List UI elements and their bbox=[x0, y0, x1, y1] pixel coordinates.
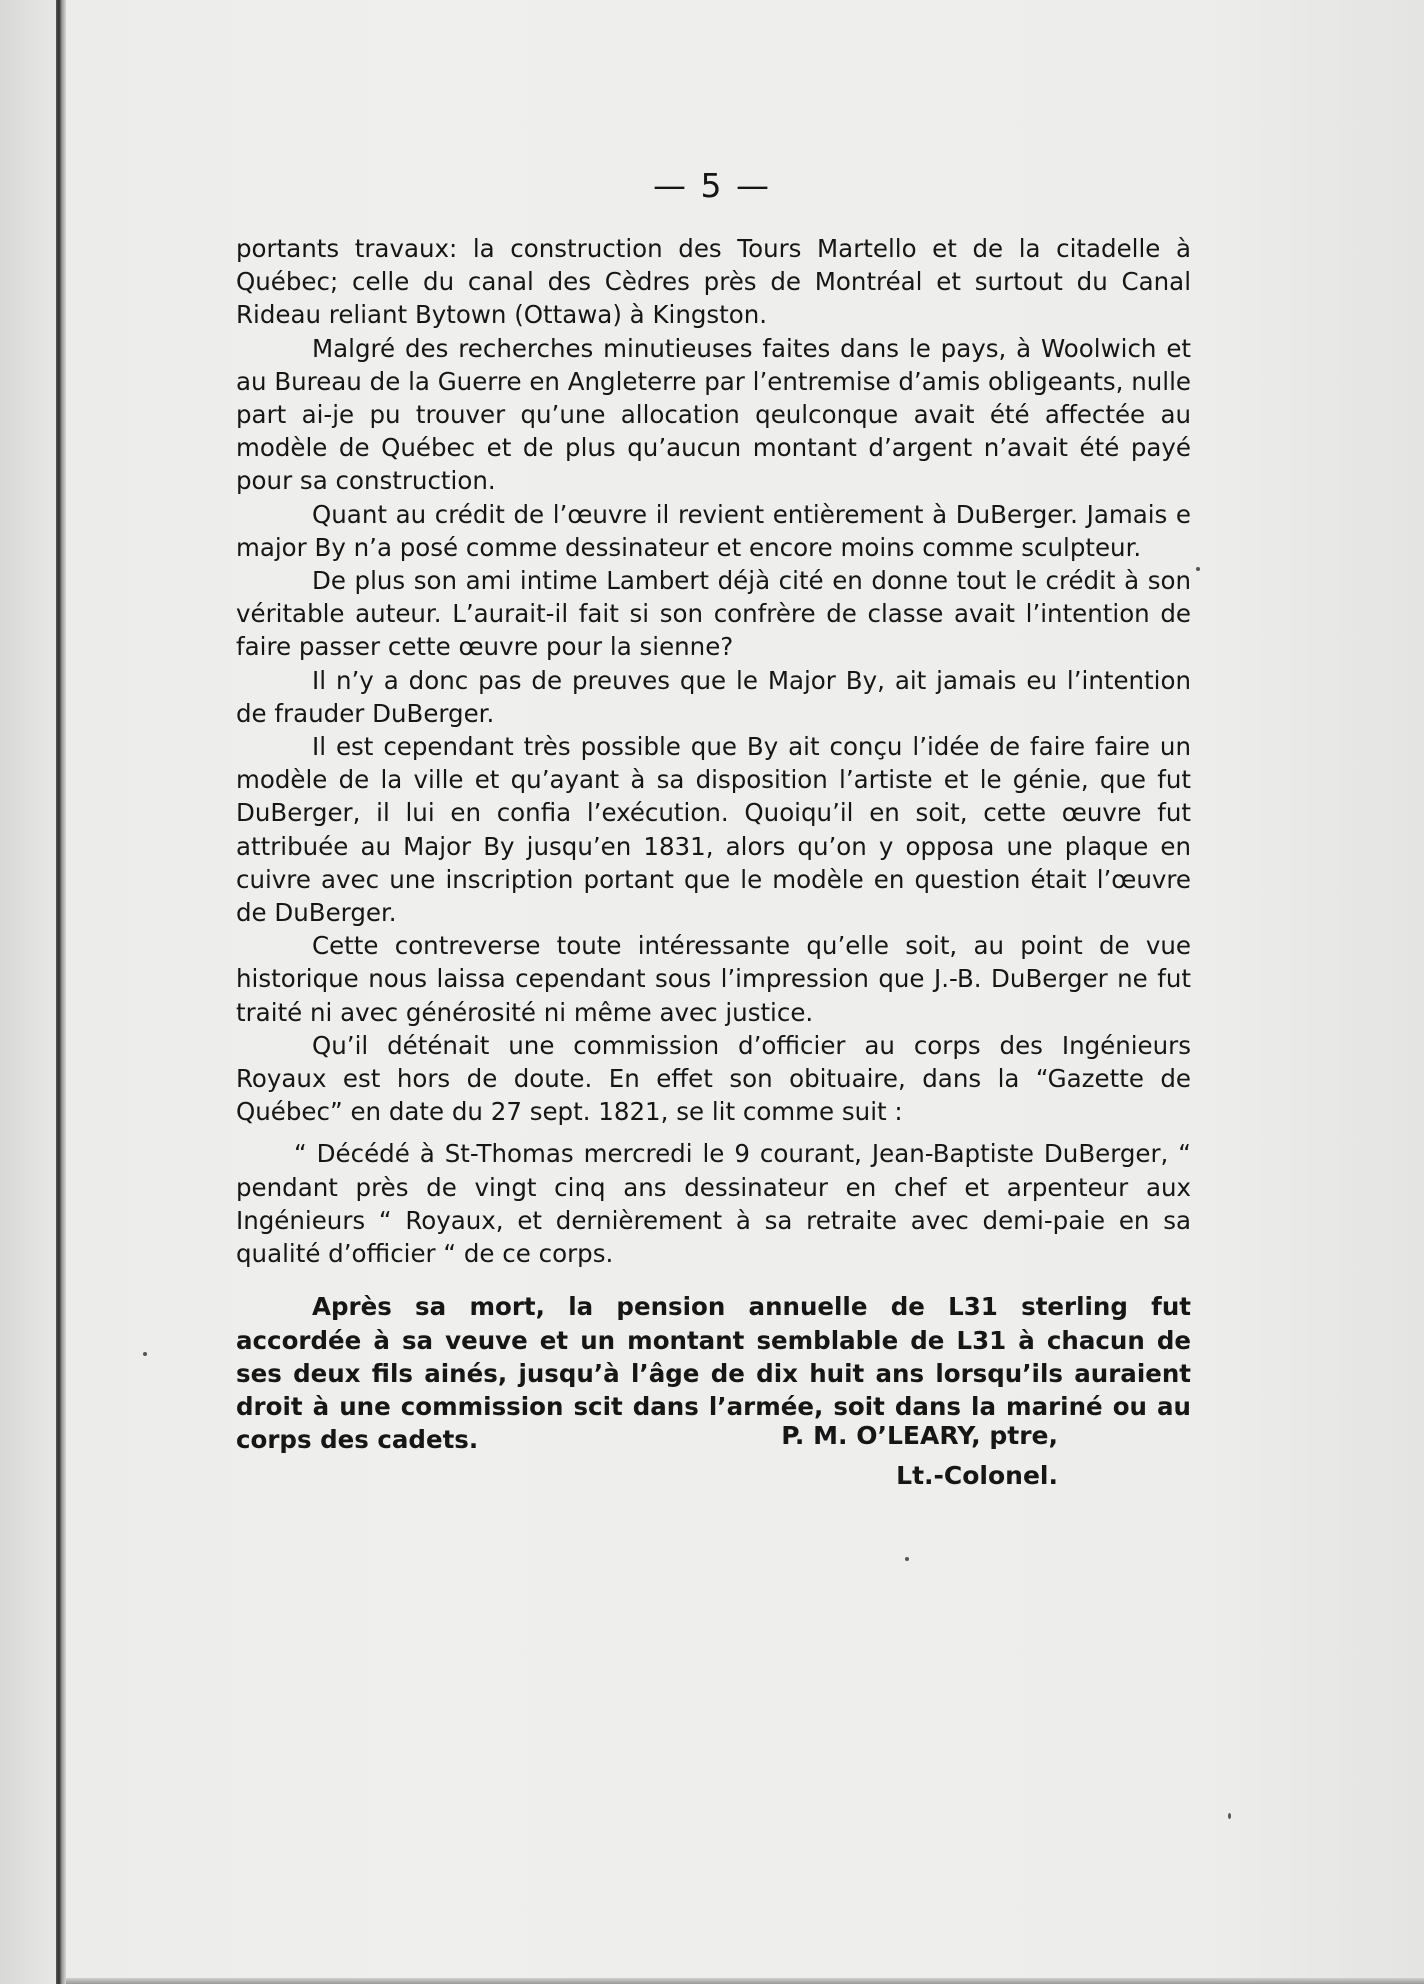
paragraph-4: De plus son ami intime Lambert déjà cité en donne tout le crédit à son véritable auteur. L’aurait-il fait si son confrère de classe avait l’intention de faire passer cette œuvre pour la sienne? bbox=[236, 566, 1191, 662]
obituary-quote: “ Décédé à St-Thomas mercredi le 9 courant, Jean-Baptiste DuBerger, “ pendant près de vingt cinq ans dessinateur en chef et arpenteur aux Ingénieurs “ Royaux, et dernièrement à sa retraite avec demi-paie en sa qualité d’officier “ de ce corps. bbox=[236, 1139, 1191, 1269]
body-text bbox=[236, 232, 1191, 1456]
paper-speck bbox=[143, 1352, 147, 1356]
paper-speck bbox=[1228, 1813, 1231, 1819]
paragraph-8: Qu’il déténait une commission d’officier au corps des Ingénieurs Royaux est hors de doute. En effet son obituaire, dans la “Gazette de Québec” en date du 27 sept. 1821, se lit comme suit : bbox=[236, 1030, 1191, 1127]
binding-edge bbox=[56, 0, 66, 1984]
paragraph-2: Malgré des recherches minutieuses faites dans le pays, à Woolwich et au Bureau de la Guerre en Angleterre par l’entremise d’amis obligeants, nulle part ai-je pu trouver qu’une allocation qeulconque avait été affectée au modèle de Québec et de plus qu’aucun montant d’argent n’avait été payé pour sa construction. bbox=[236, 333, 1191, 496]
paragraph-6: Il est cependant très possible que By ait conçu l’idée de faire faire un modèle de la ville et qu’ayant à sa disposition l’artiste et le génie, que fut DuBerger, il lui en confia l’exécution. Quoiqu’il en soit, cette œuvre fut attribuée au Major By jusqu’en 1831, alors qu’on y opposa une plaque en cuivre avec une inscription portant que le modèle en question était l’œuvre de DuBerger. bbox=[236, 732, 1191, 928]
page-number: — 5 — bbox=[653, 166, 771, 205]
closing-paragraph: Après sa mort, la pension annuelle de L31 sterling fut accordée à sa veuve et un montant semblable de L31 à chacun de ses deux fils ainés, jusqu’à l’âge de dix huit ans lorsqu’ils auraient droit à une commission scit dans l’armée, soit dans la mariné ou au corps des cadets. bbox=[236, 1292, 1191, 1455]
paragraph-3: Quant au crédit de l’œuvre il revient entièrement à DuBerger. Jamais e major By n’a posé comme dessinateur et encore moins comme sculpteur. bbox=[236, 499, 1191, 562]
signature-title: Lt.-Colonel. bbox=[896, 1461, 1058, 1490]
paragraph-1: portants travaux: la construction des Tours Martello et de la citadelle à Québec; celle du canal des Cèdres près de Montréal et surtout du Canal Rideau reliant Bytown (Ottawa) à Kingston. bbox=[236, 234, 1191, 330]
page-bottom-edge bbox=[66, 1978, 1424, 1984]
paragraph-5: Il n’y a donc pas de preuves que le Major By, ait jamais eu l’intention de frauder DuBerger. bbox=[236, 665, 1191, 728]
paragraph-7: Cette contreverse toute intéressante qu’elle soit, au point de vue historique nous laissa cependant sous l’impression que J.-B. DuBerger ne fut traité ni avec générosité ni même avec justice. bbox=[236, 931, 1191, 1027]
paper-speck bbox=[905, 1557, 909, 1561]
signature-name: P. M. O’LEARY, ptre, bbox=[781, 1421, 1058, 1450]
paper-speck bbox=[1196, 567, 1200, 571]
